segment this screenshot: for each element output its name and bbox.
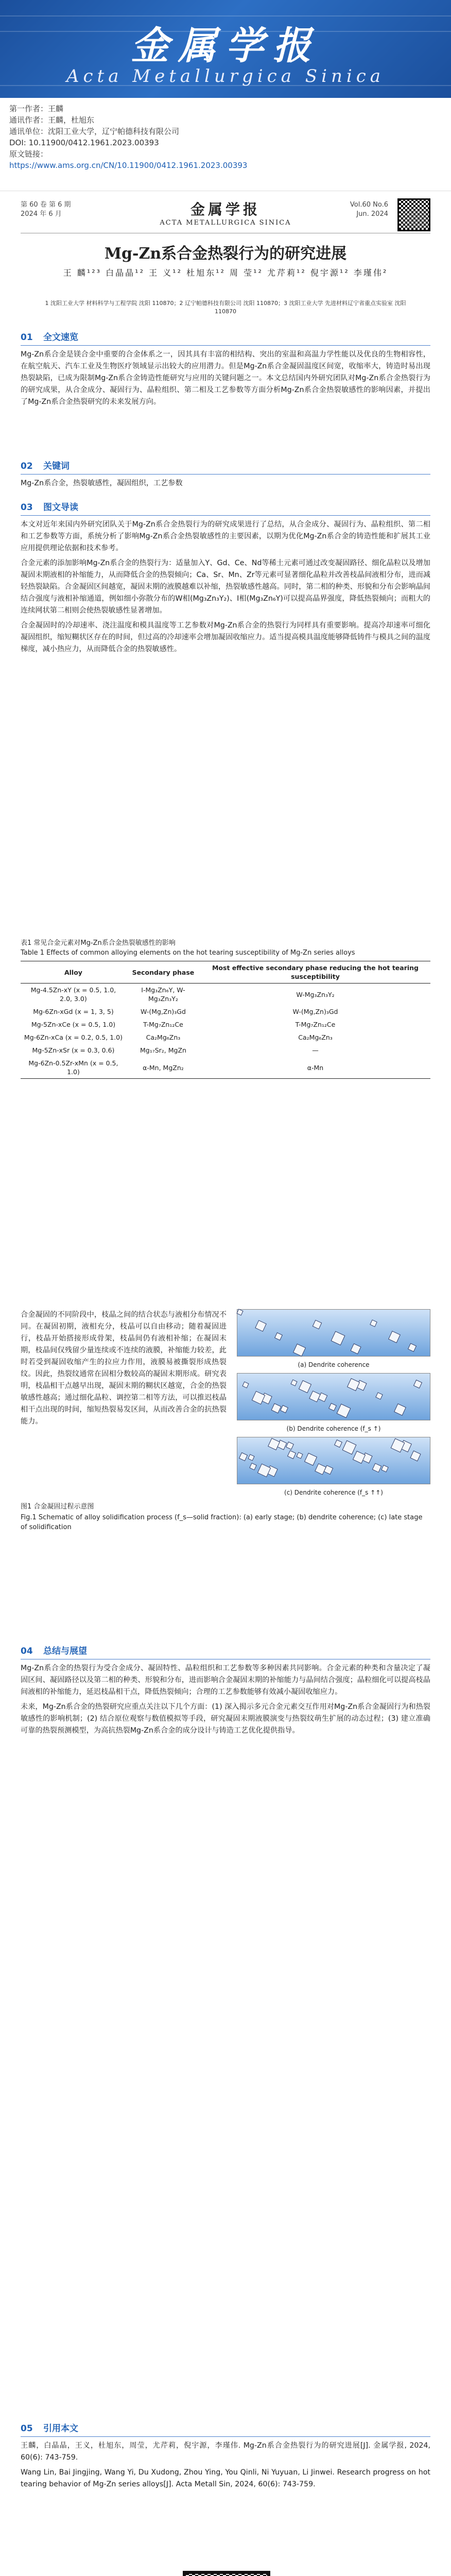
section-title: 总结与展望	[43, 1646, 87, 1656]
issue-en	[350, 200, 388, 219]
figure-caption-cn: 图1 合金凝固过程示意图	[21, 1503, 94, 1511]
figure-panel	[237, 1309, 430, 1357]
dendrite-grain	[350, 1343, 361, 1354]
dendrite-grain	[408, 1343, 417, 1352]
table-cell: Mg-4.5Zn-xY (x = 0.5, 1.0, 2.0, 3.0)	[30, 986, 116, 1003]
table-row	[21, 1005, 430, 1018]
paper-header	[21, 197, 430, 233]
dendrite-grain	[381, 1465, 389, 1472]
citation-cn: 王麟，白晶晶，王义，杜旭东，周莹，尤芹莉，倪宇源，李瑾伟. Mg-Zn系合金热裂行为的研究进展[J]. 金属学报, 2024, 60(6): 743-759.	[21, 2442, 430, 2462]
meta-line: 通讯单位：沈阳工业大学，辽宁帕德科技有限公司	[9, 127, 180, 136]
section-title: 全文速览	[43, 332, 78, 343]
figure-label: (b) Dendrite coherence (f_s ↑)	[286, 1425, 381, 1432]
table-cell: Mg-6Zn-xGd (x = 1, 3, 5)	[33, 1008, 114, 1015]
section-body: Mg-Zn系合金是镁合金中重要的合金体系之一，因其具有丰富的相结构、突出的室温和高温力学性能以及优良的生物相容性，在航空航天、汽车工业及生物医疗领域显示出较大的应用潜力。但是Mg-Zn系合金凝固温度区间宽，收缩率大，铸造时易出现热裂缺陷，已成为限制Mg-Zn系合金铸造性能研究与应用的关键问题之一。本文总结国内外研究团队对Mg-Zn系合金热裂行为的研究成果，从合金成分、凝固行为、晶粒组织、第二相及工艺参数等方面分析Mg-Zn系合金热裂敏感性的影响因素，并提出了Mg-Zn系合金热裂研究的未来发展方向。	[21, 350, 430, 406]
table-cell: Mg-5Zn-xCe (x = 0.5, 1.0)	[31, 1021, 116, 1028]
dendrite-grain	[287, 1450, 296, 1459]
citation-en: Wang Lin, Bai Jingjing, Wang Yi, Du Xudong, Zhou Ying, You Qinli, Ni Yuyuan, Li Jinwei. Research progress on hot tearing behavior of Mg-Zn series alloys[J]. Acta Metall Sin, 2024, 60(6): 743-759.	[21, 2468, 430, 2488]
figure-panels	[237, 1309, 430, 1497]
issue-volume: 第 60 卷 第 6 期	[21, 201, 71, 209]
table-cell: Mg-6Zn-xCa (x = 0.2, 0.5, 1.0)	[24, 1033, 123, 1041]
dendrite-grain	[257, 1464, 271, 1478]
table-row	[21, 1031, 430, 1044]
figure-panel	[237, 1437, 430, 1484]
issue-volume-en: Vol.60 No.6	[350, 201, 388, 209]
dendrite-grain	[304, 1453, 317, 1466]
section-keywords	[21, 459, 430, 489]
meta-line: 第一作者：王麟	[9, 104, 64, 113]
section-body: 未来，Mg-Zn系合金的热裂研究应重点关注以下几个方面：(1) 深入揭示多元合金元素交互作用对Mg-Zn系合金凝固行为和热裂敏感性的影响机制；(2) 结合原位观察与数值模拟等手段，研究凝固末期液膜演变与热裂纹萌生扩展的动态过程；(3) 建立准确可靠的热裂预测模型，为高抗热裂Mg-Zn系合金的成分设计与铸造工艺优化提供指导。	[21, 1703, 430, 1735]
dendrite-grain	[236, 1309, 243, 1315]
table-cell: Mg-6Zn-0.5Zr-xMn (x = 0.5, 1.0)	[28, 1059, 118, 1076]
dendrite-grain	[410, 1450, 421, 1461]
journal-name-cn: 金属学报	[190, 201, 261, 218]
dendrite-grain	[413, 1380, 422, 1388]
section-citation	[21, 2421, 430, 2490]
table-cell: Ca₂Mg₆Zn₃	[146, 1033, 181, 1041]
dendrite-grain	[372, 1463, 382, 1473]
meta-line: 原文链接：	[9, 149, 48, 159]
table-cell: α-Mn, MgZn₂	[143, 1063, 184, 1072]
section-number: 05	[21, 2424, 33, 2434]
table-cell: W-(Mg,Zn)₃Gd	[140, 1008, 186, 1015]
journal-banner	[0, 0, 451, 98]
section-title: 关键词	[43, 461, 70, 471]
article-link[interactable]: https://www.ams.org.cn/CN/10.11900/0412.1961.2023.00393	[9, 161, 248, 170]
dendrite-grain	[309, 1391, 321, 1402]
dendrite-grain	[313, 1320, 322, 1330]
dendrite-grain	[252, 1391, 266, 1405]
section-title: 引用本文	[43, 2424, 78, 2434]
section-title: 图文导读	[43, 502, 78, 513]
table-cell: W-(Mg,Zn)₃Gd	[292, 1008, 338, 1015]
dendrite-grain	[315, 1463, 326, 1475]
table-header: Most effective secondary phase reducing the hot tearing susceptibility	[212, 964, 419, 980]
issue-date-en: Jun. 2024	[356, 210, 388, 218]
section-graphic-guide	[21, 500, 430, 655]
dendrite-grain	[290, 1379, 297, 1386]
dendrite-grain	[337, 1404, 351, 1418]
dendrite-grain	[271, 1403, 282, 1414]
table-cell: Mg₁₇Sr₂, MgZn	[140, 1046, 186, 1054]
table-caption-cn: 表1 常见合金元素对Mg-Zn系合金热裂敏感性的影响	[21, 939, 176, 947]
figure-panel	[237, 1373, 430, 1420]
data-table	[21, 961, 430, 1079]
table-header: Secondary phase	[132, 968, 195, 976]
dendrite-grain	[394, 1403, 406, 1416]
figure-caption-en: Fig.1 Schematic of alloy solidification process (f_s—solid fraction): (a) early stage; (b) dendrite coherence; (c) late stage of solidification	[21, 1514, 423, 1531]
table-1	[21, 938, 430, 1079]
qr-code-icon	[397, 198, 430, 231]
table-header: Alloy	[64, 968, 82, 976]
banner-logo-en: Acta Metallurgica Sinica	[66, 66, 385, 87]
table-row	[21, 1044, 430, 1057]
paper-page	[0, 191, 451, 1906]
dendrite-grain	[347, 1378, 360, 1391]
section-body: Mg-Zn系合金的热裂行为受合金成分、凝固特性、晶粒组织和工艺参数等多种因素共同影响。合金元素的种类和含量决定了凝固区间、凝固路径以及第二相的种类、形貌和分布，进而影响合金凝固末期的补缩能力与晶间结合强度；晶粒细化可以提高枝晶间液相的补缩能力，延迟枝晶相干点，降低热裂倾向；合理的工艺参数能够有效减小凝固收缩应力。	[21, 1664, 430, 1696]
section-number: 03	[21, 502, 33, 513]
dendrite-grain	[255, 1320, 267, 1332]
table-cell: Ca₂Mg₆Zn₃	[298, 1033, 333, 1041]
figure-label: (a) Dendrite coherence	[298, 1361, 370, 1368]
dendrite-grain	[334, 1439, 342, 1448]
dendrite-grain	[331, 1331, 345, 1346]
issue-date: 2024 年 6 月	[21, 210, 62, 218]
article-meta	[9, 103, 442, 171]
table-cell: I-Mg₃Zn₆Y, W-Mg₃Zn₃Y₂	[141, 986, 185, 1003]
table-row	[21, 1057, 430, 1079]
dendrite-grain	[268, 1438, 280, 1450]
dendrite-grain	[353, 1451, 366, 1464]
table-caption-en: Table 1 Effects of common alloying elements on the hot tearing susceptibility of Mg-Zn series alloys	[21, 949, 355, 957]
dendrite-grain	[328, 1403, 337, 1411]
figure-1	[21, 1309, 430, 1532]
dendrite-grain	[293, 1344, 306, 1357]
journal-name-en: ACTA METALLURGICA SINICA	[160, 219, 291, 227]
table-cell: W-Mg₃Zn₃Y₂	[296, 990, 335, 998]
section-body: 合金凝固时的冷却速率、浇注温度和模具温度等工艺参数对Mg-Zn系合金的热裂行为同样具有重要影响。提高冷却速率可细化凝固组织，缩短糊状区存在的时间，但过高的冷却速率会增加凝固收缩应力。适当提高模具温度能够降低铸件与模具之间的温度梯度，减小热应力，从而降低合金的热裂敏感性。	[21, 621, 430, 653]
table-cell: α-Mn	[307, 1063, 324, 1072]
qr-code-icon[interactable]	[183, 2571, 270, 2576]
table-cell: T-Mg₇Zn₁₂Ce	[143, 1021, 183, 1028]
figure-text: 合金凝固的不同阶段中，枝晶之间的结合状态与液相分布情况不同。在凝固初期，液相充分，枝晶可以自由移动；随着凝固进行，枝晶开始搭接形成骨架，枝晶间仍有液相补缩；在凝固末期，枝晶间仅残留少量连续或不连续的液膜，补缩能力较差，此时若受到凝固收缩产生的拉应力作用，液膜易被撕裂形成热裂纹。因此，热裂纹通常在固相分数较高的凝固末期形成。研究表明，枝晶相干点越早出现，凝固末期的糊状区越宽，合金的热裂敏感性越高；通过细化晶粒、调控第二相等方法，可以推迟枝晶相干点出现的时间，缩短热裂易发区间，从而改善合金的抗热裂能力。	[21, 1311, 227, 1426]
dendrite-grain	[274, 1332, 283, 1341]
dendrite-grain	[375, 1392, 383, 1400]
section-body: 合金元素的添加影响Mg-Zn系合金的热裂行为：适量加入Y、Gd、Ce、Nd等稀土元素可通过改变凝固路径、细化晶粒以及增加凝固末期液相的补缩能力，从而降低合金的热裂倾向；Ca、Sr、Mn、Zr等元素可显著细化晶粒并改善枝晶间液相分布，进而减轻热裂缺陷。合金凝固区间越宽，凝固末期的液膜越难以补缩，热裂敏感性越高。同时，第二相的种类、形貌和分布会影响晶间结合强度与液相补缩通道，例如细小弥散分布的W相(Mg₃Zn₃Y₂)、I相(Mg₃Zn₆Y)可以提高晶界强度，降低热裂倾向；而粗大的连续网状第二相则会使热裂敏感性显著增加。	[21, 559, 430, 615]
dendrite-grain	[296, 1452, 303, 1459]
dendrite-grain	[239, 1452, 248, 1461]
section-summary	[21, 1644, 430, 1737]
dendrite-grain	[370, 1319, 377, 1327]
dendrite-grain	[388, 1331, 401, 1343]
section-body: 本文对近年来国内外研究团队关于Mg-Zn系合金热裂行为的研究成果进行了总结，从合金成分、凝固行为、晶粒组织、第二相和工艺参数等方面，系统分析了影响Mg-Zn系合金热裂敏感性的主要因素，以期为优化Mg-Zn系合金的铸造性能和扩展其工业应用提供理论依据和技术参考。	[21, 520, 430, 552]
section-number: 02	[21, 461, 33, 471]
dendrite-grain	[342, 1440, 357, 1455]
section-body: Mg-Zn系合金，热裂敏感性，凝固组织，工艺参数	[21, 479, 183, 487]
meta-line: 通讯作者：王麟，杜旭东	[9, 115, 95, 125]
section-overview	[21, 330, 430, 408]
meta-line: DOI: 10.11900/0412.1961.2023.00393	[9, 138, 159, 147]
table-cell: Mg-5Zn-xSr (x = 0.3, 0.6)	[32, 1046, 115, 1054]
table-row	[21, 984, 430, 1006]
paper-affiliations: 1 沈阳工业大学 材料科学与工程学院 沈阳 110870；2 辽宁帕德科技有限公司 沈阳 110870；3 沈阳工业大学 先进材料辽宁省重点实验室 沈阳 110870	[45, 300, 406, 315]
dendrite-grain	[299, 1380, 311, 1393]
figure-label: (c) Dendrite coherence (f_s ↑↑)	[284, 1489, 383, 1496]
table-cell: —	[312, 1046, 319, 1054]
table-row	[21, 1018, 430, 1031]
paper-authors: 王 麟¹²³ 白晶晶¹² 王 义¹² 杜旭东¹² 周 莹¹² 尤芹莉¹² 倪宇源¹² 李瑾伟²	[63, 268, 388, 278]
paper-title: Mg-Zn系合金热裂行为的研究进展	[104, 245, 347, 263]
section-number: 01	[21, 332, 33, 343]
dendrite-grain	[249, 1463, 257, 1470]
table-cell: T-Mg₇Zn₁₂Ce	[295, 1021, 336, 1028]
section-number: 04	[21, 1646, 33, 1656]
dendrite-grain	[248, 1454, 254, 1461]
banner-logo-cn: 金属学报	[131, 24, 320, 68]
dendrite-grain	[242, 1381, 249, 1388]
